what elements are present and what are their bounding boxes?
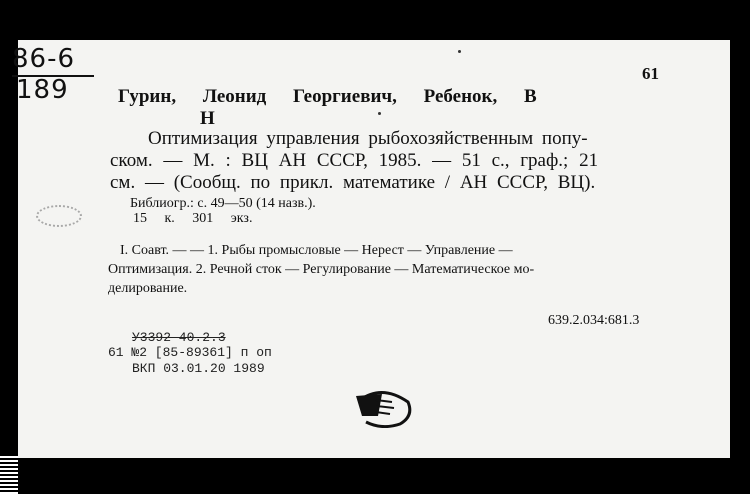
subject-line-3: делирование. — [108, 281, 188, 296]
subject-line-1: I. Соавт. — — 1. Рыбы промысловые — Нерест — Управление — — [120, 243, 513, 258]
handwritten-code-top: 86-6 — [12, 44, 76, 74]
speck — [458, 50, 461, 53]
author-initial: Н — [200, 108, 215, 129]
title-line-3: см. — (Сообщ. по прикл. математике / АН СССР, ВЦ). — [110, 172, 596, 193]
page-number: 61 — [642, 64, 659, 83]
pencil-smudge — [36, 205, 82, 227]
stamp-line-1: У3392 40.2.3 — [132, 330, 226, 345]
title-line-1: Оптимизация управления рыбохозяйственным попу- — [148, 128, 588, 149]
library-stamp-mark — [352, 386, 414, 428]
handwritten-code-bottom: 189 — [16, 75, 69, 105]
stamp-line-2: 61 №2 [85-89361] п оп — [108, 345, 272, 360]
title-line-2: ском. — М. : ВЦ АН СССР, 1985. — 51 с., граф.; 21 — [110, 150, 599, 171]
scan-edge — [0, 455, 18, 494]
scan-border — [18, 458, 730, 494]
subject-line-2: Оптимизация. 2. Речной сток — Регулирование — Математическое мо- — [108, 262, 535, 277]
stamp-line-3: ВКП 03.01.20 1989 — [132, 361, 265, 376]
author-line: Гурин, Леонид Георгиевич, Ребенок, В — [118, 86, 537, 107]
bibliography-note: Библиогр.: с. 49—50 (14 назв.). — [130, 196, 316, 211]
speck — [378, 112, 381, 115]
udc-code: 639.2.034:681.3 — [548, 313, 640, 328]
copies-count: 15 к. 301 экз. — [133, 211, 253, 226]
